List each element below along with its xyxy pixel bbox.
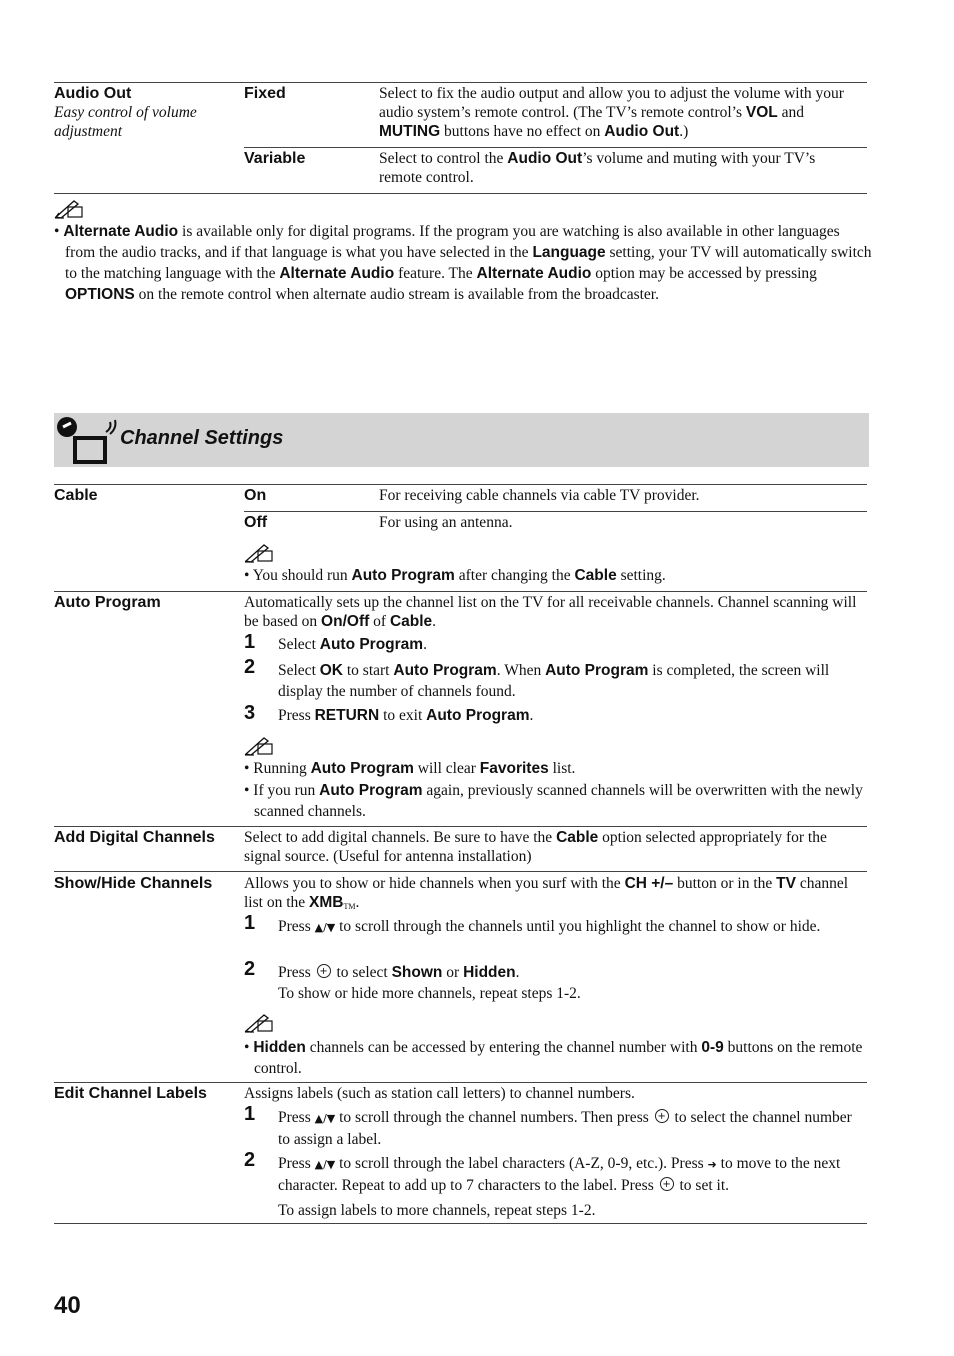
enter-button-icon <box>655 1109 669 1123</box>
section-title: Channel Settings <box>120 427 284 449</box>
table-top-rule <box>54 82 867 83</box>
show-hide-step-1: Press ▲/▼ to scroll through the channels until you highlight the channel to show or hide. <box>278 918 821 935</box>
row-rule <box>54 484 867 485</box>
cable-on-description: For receiving cable channels via cable TV provider. <box>379 487 700 504</box>
show-hide-channels-label: Show/Hide Channels <box>54 875 213 892</box>
audio-out-sublabel: Easy control of volume adjustment <box>54 104 197 140</box>
step-number: 1 <box>244 631 256 653</box>
auto-program-label: Auto Program <box>54 594 161 611</box>
variable-description: Select to control the Audio Out’s volume and muting with your TV’s remote control. <box>379 150 816 186</box>
auto-program-step-3: Press RETURN to exit Auto Program. <box>278 707 534 724</box>
auto-program-intro: Automatically sets up the channel list on the TV for all receivable channels. Channel scanning will be based on On/Off of Cable. <box>244 594 857 630</box>
edit-channel-labels-label: Edit Channel Labels <box>54 1085 207 1102</box>
step-number: 3 <box>244 702 256 724</box>
auto-program-note-1: • Running Auto Program will clear Favorites list. <box>244 760 576 777</box>
edit-labels-intro: Assigns labels (such as station call letters) to channel numbers. <box>244 1085 635 1102</box>
show-hide-intro: Allows you to show or hide channels when you surf with the CH +/– button or in the TV channel list on the $XMB_{TM}$. <box>244 875 849 911</box>
step-number: 2 <box>244 958 256 980</box>
show-hide-note: • Hidden channels can be accessed by entering the channel number with 0-9 buttons on the remote control. <box>244 1039 863 1077</box>
add-digital-channels-label: Add Digital Channels <box>54 829 215 846</box>
alternate-audio-note: • Alternate Audio is available only for digital programs. If the program you are watching is also available in other languages from the audio tracks, and if that language is what you have selected in the Language setting, your TV will automatically switch to the matching language with the Alternate Audio feature. The Alternate Audio option may be accessed by pressing OPTIONS on the remote control when alternate audio stream is available from the broadcaster. <box>54 223 872 303</box>
table-bottom-rule <box>54 1223 867 1224</box>
step-number: 2 <box>244 1149 256 1171</box>
step-number: 1 <box>244 1103 256 1125</box>
step-number: 2 <box>244 656 256 678</box>
note-pencil-icon <box>244 1013 274 1033</box>
cable-note: • You should run Auto Program after changing the Cable setting. <box>244 567 666 584</box>
note-pencil-icon <box>244 543 274 563</box>
audio-out-label: Audio Out <box>54 85 132 102</box>
row-rule <box>54 871 867 872</box>
auto-program-note-2: • If you run Auto Program again, previously scanned channels will be overwritten with the newly scanned channels. <box>244 782 863 820</box>
cable-on-option: On <box>244 487 267 504</box>
add-digital-channels-description: Select to add digital channels. Be sure to have the Cable option selected appropriately for the signal source. (Useful for antenna installation) <box>244 829 827 865</box>
row-rule <box>54 826 867 827</box>
row-divider <box>244 147 867 148</box>
auto-program-step-2: Select OK to start Auto Program. When Auto Program is completed, the screen will display the number of channels found. <box>278 662 830 700</box>
row-rule <box>54 1082 867 1083</box>
up-down-arrows-icon: ▲/▼ <box>314 1158 336 1171</box>
right-arrow-icon: ➜ <box>707 1158 717 1171</box>
cable-off-description: For using an antenna. <box>379 514 513 531</box>
enter-button-icon <box>660 1177 674 1191</box>
row-divider <box>244 511 867 512</box>
row-rule <box>54 591 867 592</box>
variable-option: Variable <box>244 150 306 167</box>
channel-settings-icon <box>54 414 120 466</box>
cable-off-option: Off <box>244 514 268 531</box>
page-number: 40 <box>54 1292 81 1319</box>
enter-button-icon <box>317 964 331 978</box>
fixed-description: Select to fix the audio output and allow you to adjust the volume with your audio system’s remote control. (The TV’s remote control’s VOL and MUTING buttons have no effect on Audio Out.) <box>379 85 844 140</box>
edit-labels-step-2: Press ▲/▼ to scroll through the label characters (A-Z, 0-9, etc.). Press ➜ to move to the next character. Repeat to add up to 7 characters to the label. Press + to set it. To assign labels to more channels, repeat steps 1-2. <box>278 1153 862 1221</box>
table-bottom-rule <box>54 193 867 194</box>
auto-program-step-1: Select Auto Program. <box>278 636 427 653</box>
fixed-option: Fixed <box>244 85 286 102</box>
up-down-arrows-icon: ▲/▼ <box>314 921 336 934</box>
note-pencil-icon <box>54 199 84 219</box>
cable-label: Cable <box>54 487 98 504</box>
edit-labels-step-1: Press ▲/▼ to scroll through the channel numbers. Then press + to select the channel number to assign a label. <box>278 1107 862 1150</box>
note-pencil-icon <box>244 736 274 756</box>
up-down-arrows-icon: ▲/▼ <box>314 1112 336 1125</box>
show-hide-step-2: Press + to select Shown or Hidden. To show or hide more channels, repeat steps 1-2. <box>278 962 862 1004</box>
step-number: 1 <box>244 912 256 934</box>
